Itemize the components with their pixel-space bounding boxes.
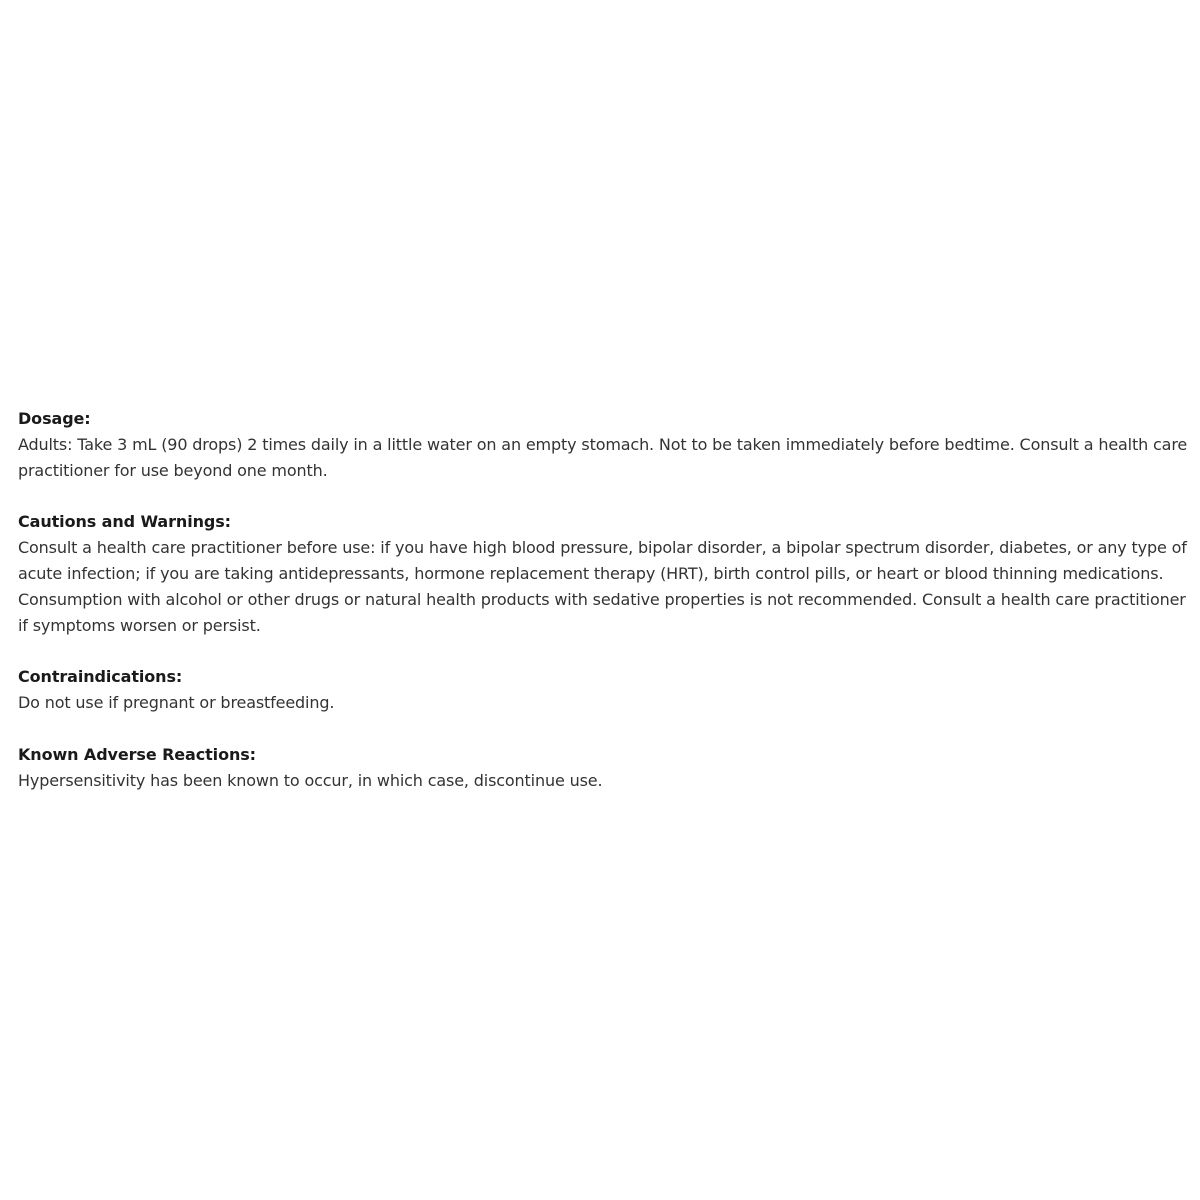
cautions-section — [18, 509, 1194, 638]
contraindications-section — [18, 664, 1194, 716]
dosage-section — [18, 406, 1194, 483]
contraindications-text: Do not use if pregnant or breastfeeding. — [18, 693, 335, 713]
cautions-text: Consult a health care practitioner before use: if you have high blood pressure, bipolar disorder, a bipolar spectrum disorder, diabetes, or any type of acute infection; if you are taking antidepressants, hormone replacement therapy (HRT), birth control pills, or heart or blood thinning medications. Consumption with alcohol or other drugs or natural health products with sedative properties is not recommended. Consult a health care practitioner if symptoms worsen or persist. — [18, 538, 1187, 635]
dosage-text: Adults: Take 3 mL (90 drops) 2 times daily in a little water on an empty stomach. Not to be taken immediately before bedtime. Consult a health care practitioner for use beyond one month. — [18, 434, 1188, 480]
product-info-content — [18, 406, 1194, 820]
cautions-heading: Cautions and Warnings: — [18, 512, 231, 532]
adverse-reactions-text: Hypersensitivity has been known to occur, in which case, discontinue use. — [18, 770, 603, 790]
dosage-heading: Dosage: — [18, 409, 91, 428]
adverse-reactions-section — [18, 742, 1194, 794]
contraindications-heading: Contraindications: — [18, 667, 183, 687]
adverse-reactions-heading: Known Adverse Reactions: — [18, 744, 256, 764]
